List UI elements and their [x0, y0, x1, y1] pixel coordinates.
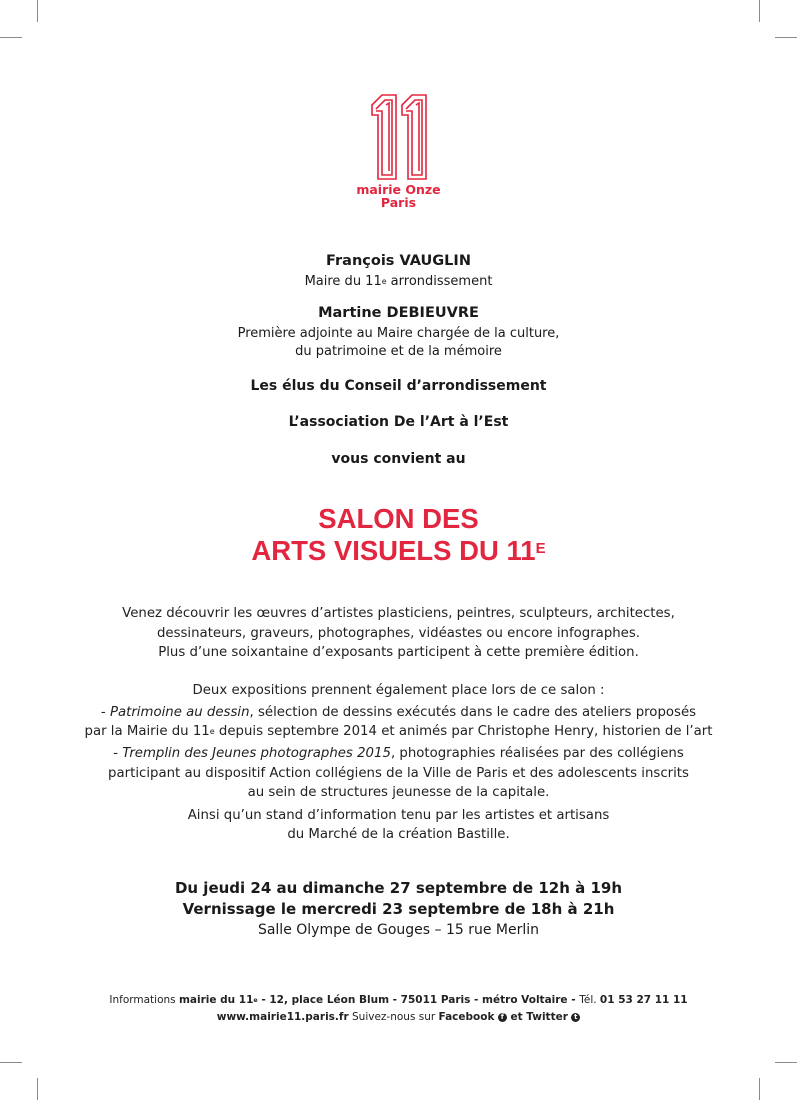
deputy-role-line1: Première adjointe au Maire chargée de la culture,	[237, 326, 560, 341]
footer-address: - 12, place Léon Blum - 75011 Paris - métro Voltaire -	[257, 994, 580, 1006]
association: L’association De l’Art à l’Est	[288, 414, 509, 430]
expo1-dash: -	[100, 705, 110, 720]
expo2-line3: au sein de structures jeunesse de la capitale.	[247, 785, 550, 800]
event-title-sup: E	[535, 540, 546, 557]
stand-line1: Ainsi qu’un stand d’information tenu par les artistes et artisans	[187, 808, 610, 823]
crop-mark	[0, 37, 22, 38]
expo2-line1	[0, 744, 797, 764]
stand-line2: du Marché de la création Bastille.	[287, 827, 510, 842]
expo1-rest: , sélection de dessins exécutés dans le cadre des ateliers proposés	[249, 705, 697, 720]
expo1-l2-pre: par la Mairie du 11	[84, 724, 210, 739]
intro-line1: Venez découvrir les œuvres d’artistes plasticiens, peintres, sculpteurs, architectes,	[122, 606, 675, 621]
mayor-role-pre: Maire du 11	[304, 274, 382, 289]
crop-mark	[759, 1078, 760, 1100]
footer-and: et	[506, 1011, 527, 1023]
crop-mark	[775, 37, 797, 38]
expo1-l2-sup: e	[209, 727, 215, 736]
mairie-11-logo	[369, 93, 431, 181]
footer-links	[0, 1009, 797, 1026]
facebook-link[interactable]: Facebook	[438, 1011, 495, 1023]
follow-text: Suivez-nous sur	[348, 1011, 439, 1023]
footer-info	[0, 992, 797, 1009]
footer-mairie	[179, 994, 579, 1006]
footer-tel: 01 53 27 11 11	[599, 994, 688, 1006]
crop-mark	[759, 0, 760, 22]
logo-text-line2: Paris	[380, 195, 417, 210]
website-link[interactable]: www.mairie11.paris.fr	[216, 1011, 349, 1023]
crop-mark	[37, 0, 38, 22]
expos-lead: Deux expositions prennent également place lors de ce salon :	[192, 683, 605, 698]
venue: Salle Olympe de Gouges – 15 rue Merlin	[257, 922, 540, 938]
facebook-icon[interactable]: f	[498, 1013, 507, 1022]
vernissage: Vernissage le mercredi 23 septembre de 18h à 21h	[182, 900, 615, 918]
crop-mark	[37, 1078, 38, 1100]
mayor-name: François VAUGLIN	[326, 253, 471, 269]
mayor-role-sup: e	[381, 277, 387, 286]
expo2-title: Tremplin des Jeunes photographes 2015	[122, 746, 391, 761]
twitter-link[interactable]: Twitter	[526, 1011, 568, 1023]
intro-line2: dessinateurs, graveurs, photographes, vidéastes ou encore infographes.	[156, 626, 641, 641]
event-title-line2-text: ARTS VISUELS DU 11	[251, 535, 536, 566]
footer-mairie-sup: e	[253, 997, 258, 1004]
council: Les élus du Conseil d’arrondissement	[250, 378, 547, 394]
logo-text-line1: mairie Onze	[356, 182, 441, 197]
crop-mark	[0, 1062, 22, 1063]
expo1-line2	[0, 722, 797, 742]
expo1-l2-post: depuis septembre 2014 et animés par Christophe Henry, historien de l’art	[214, 724, 713, 739]
intro-line3: Plus d’une soixantaine d’exposants participent à cette première édition.	[158, 645, 639, 660]
expo1-title: Patrimoine au dessin	[109, 705, 250, 720]
event-dates: Du jeudi 24 au dimanche 27 septembre de 12h à 19h	[174, 879, 623, 897]
mayor-role	[0, 273, 797, 291]
footer-tel-label: Tél.	[579, 994, 600, 1006]
event-title-line1: SALON DES	[318, 503, 479, 534]
expo2-rest: , photographies réalisées par des collégiens	[390, 746, 684, 761]
crop-mark	[775, 1062, 797, 1063]
expo2-line2: participant au dispositif Action collégiens de la Ville de Paris et des adolescents inscrits	[108, 766, 689, 781]
invitation: vous convient au	[331, 451, 466, 467]
mayor-role-post: arrondissement	[386, 274, 493, 289]
footer-mairie-pre: mairie du 11	[178, 994, 254, 1006]
deputy-name: Martine DEBIEUVRE	[318, 305, 479, 321]
deputy-role-line2: du patrimoine et de la mémoire	[295, 344, 502, 359]
twitter-icon[interactable]: t	[571, 1013, 580, 1022]
event-title-line2	[0, 535, 797, 567]
footer-info-label: Informations	[109, 994, 179, 1006]
expo2-dash: -	[113, 746, 123, 761]
expo1-line1	[0, 703, 797, 723]
